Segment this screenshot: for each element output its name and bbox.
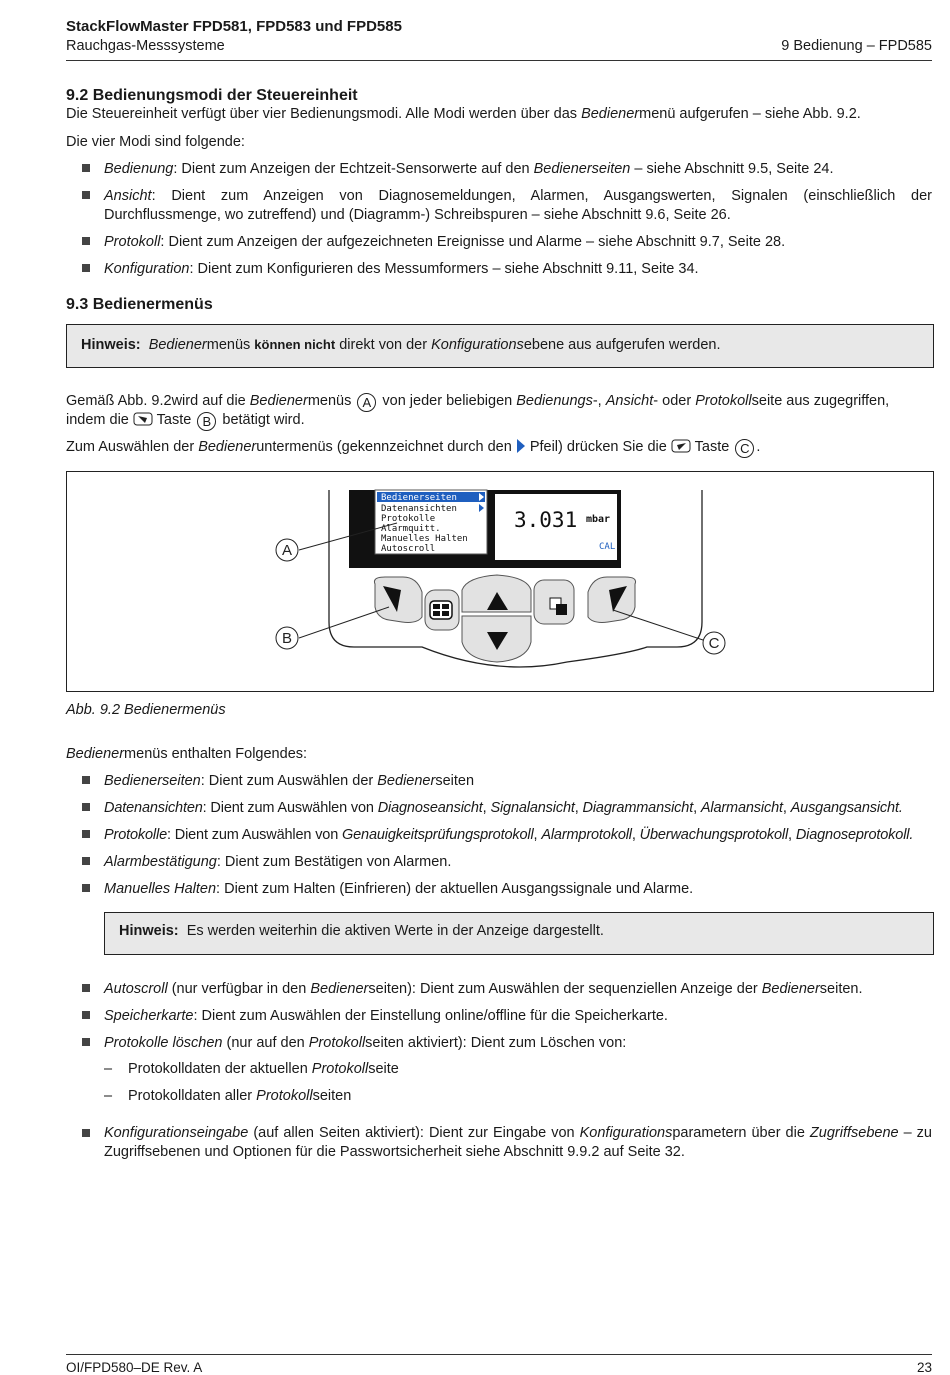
bullet-marker	[82, 984, 90, 992]
bullet-marker	[82, 1129, 90, 1137]
header-divider	[66, 60, 932, 61]
list-item: Alarmbestätigung: Dient zum Bestätigen von Alarmen.	[104, 854, 452, 870]
menu-item-manuelles-halten: Manuelles Halten	[381, 534, 468, 544]
list-item: Protokolle: Dient zum Auswählen von Genauigkeitsprüfungsprotokoll, Alarmprotokoll, Überwachungsprotokoll, Diagnoseprotokoll.	[104, 827, 914, 843]
document-subtitle: Rauchgas-Messsysteme	[66, 38, 225, 54]
note-box: Hinweis: Bedienermenüs können nicht direkt von der Konfigurationsebene aus aufgerufen werden.	[66, 324, 934, 368]
list-item: Speicherkarte: Dient zum Auswählen der Einstellung online/offline für die Speicherkarte.	[104, 1008, 668, 1024]
access-paragraph-cont: indem die Taste B betätigt wird.	[66, 412, 305, 429]
submenu-paragraph: Zum Auswählen der Bedieneruntermenüs (gekennzeichnet durch den Pfeil) drücken Sie die Taste C .	[66, 439, 761, 456]
cal-indicator: CAL	[599, 542, 616, 552]
label-c-circle: C	[735, 439, 754, 458]
menu-item-autoscroll: Autoscroll	[381, 544, 436, 554]
menus-lead: Bedienermenüs enthalten Folgendes:	[66, 746, 308, 762]
bullet-marker	[82, 191, 90, 199]
list-item: Manuelles Halten: Dient zum Halten (Einfrieren) der aktuellen Ausgangssignale und Alarme.	[104, 881, 694, 897]
heading-9-2: 9.2 Bedienungsmodi der Steuereinheit	[66, 87, 358, 104]
heading-9-3: 9.3 Bedienermenüs	[66, 296, 213, 313]
list-item: Konfigurationseingabe (auf allen Seiten aktiviert): Dient zur Eingabe von Konfigurationsparametern über die Zugriffsebene – zu Zugriffsebenen und Optionen für die Passwortsicherheit siehe Abschnitt 9.9.2 auf Seite 32.	[104, 1125, 932, 1160]
figure-caption: Abb. 9.2 Bedienermenüs	[66, 702, 226, 718]
dash-marker: –	[104, 1061, 113, 1077]
dash-marker: –	[104, 1088, 113, 1104]
label-a-circle: A	[357, 393, 376, 412]
list-item: Bedienung: Dient zum Anzeigen der Echtzeit-Sensorwerte auf den Bedienerseiten – siehe Abschnitt 9.5, Seite 24.	[104, 161, 834, 177]
label-b-circle: B	[197, 412, 216, 431]
document-id: OI/FPD580–DE Rev. A	[66, 1360, 203, 1375]
bullet-marker	[82, 237, 90, 245]
list-item: Protokolle löschen (nur auf den Protokollseiten aktiviert): Dient zum Löschen von:	[104, 1035, 627, 1051]
bullet-marker	[82, 1038, 90, 1046]
modes-lead: Die vier Modi sind folgende:	[66, 134, 245, 150]
bullet-marker	[82, 857, 90, 865]
menu-item-datenansichten: Datenansichten	[381, 504, 457, 514]
arrow-right-icon	[516, 438, 526, 454]
page-number: 23	[916, 1360, 932, 1375]
grid-icon	[430, 601, 452, 619]
device-illustration	[67, 472, 933, 691]
bullet-marker	[82, 1011, 90, 1019]
callout-b: B	[281, 630, 293, 647]
right-key-icon	[671, 439, 691, 453]
access-paragraph: Gemäß Abb. 9.2wird auf die Bedienermenüs A von jeder beliebigen Bedienungs-, Ansicht- oder Protokollseite aus zugegriffen,	[66, 393, 890, 410]
bullet-marker	[82, 164, 90, 172]
bullet-marker	[82, 264, 90, 272]
document-title: StackFlowMaster FPD581, FPD583 und FPD585	[66, 18, 402, 35]
list-item: Bedienerseiten: Dient zum Auswählen der Bedienerseiten	[104, 773, 475, 789]
left-key-icon	[133, 412, 153, 426]
display-value: 3.031	[514, 508, 578, 532]
list-item: Ansicht: Dient zum Anzeigen von Diagnosemeldungen, Alarmen, Ausgangswerten, Signalen (einschließlich der Durchflussmenge, wo zutreffend) und (Diagramm-) Schreibspuren – siehe Abschnitt 9.6, Seite 26.	[104, 188, 932, 223]
footer-divider	[66, 1354, 932, 1355]
figure-box	[66, 471, 934, 692]
callout-c: C	[708, 635, 720, 652]
list-item: Konfiguration: Dient zum Konfigurieren des Messumformers – siehe Abschnitt 9.11, Seite 34.	[104, 261, 699, 277]
list-item: Protokoll: Dient zum Anzeigen der aufgezeichneten Ereignisse und Alarme – siehe Abschnitt 9.7, Seite 28.	[104, 234, 786, 250]
note-box: Hinweis: Es werden weiterhin die aktiven Werte in der Anzeige dargestellt.	[104, 912, 934, 955]
bullet-marker	[82, 803, 90, 811]
bullet-marker	[82, 776, 90, 784]
menu-item-bedienerseiten: Bedienerseiten	[381, 493, 457, 503]
menu-item-alarmquitt: Alarmquitt.	[381, 524, 441, 534]
section-header: 9 Bedienung – FPD585	[781, 38, 932, 54]
sub-list-item: Protokolldaten der aktuellen Protokollseite	[128, 1061, 399, 1077]
intro-paragraph: Die Steuereinheit verfügt über vier Bedienungsmodi. Alle Modi werden über das Bedienermenü aufgerufen – siehe Abb. 9.2.	[66, 106, 861, 122]
sub-list-item: Protokolldaten aller Protokollseiten	[128, 1088, 352, 1104]
bullet-marker	[82, 830, 90, 838]
callout-a: A	[281, 542, 293, 559]
bullet-marker	[82, 884, 90, 892]
list-item: Datenansichten: Dient zum Auswählen von Diagnoseansicht, Signalansicht, Diagrammansicht, Alarmansicht, Ausgangsansicht.	[104, 800, 903, 816]
menu-item-protokolle: Protokolle	[381, 514, 436, 524]
display-unit: mbar	[586, 514, 611, 525]
list-item: Autoscroll (nur verfügbar in den Bedienerseiten): Dient zum Auswählen der sequenziellen Anzeige der Bedienerseiten.	[104, 981, 863, 997]
